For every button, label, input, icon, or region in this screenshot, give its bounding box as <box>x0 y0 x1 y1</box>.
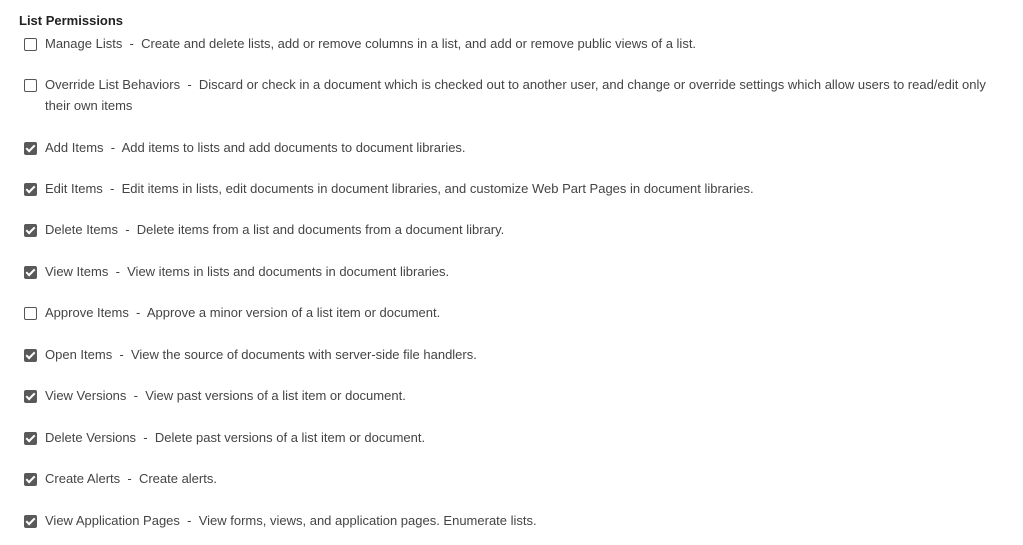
permission-row-view-application-pages <box>24 512 1009 531</box>
permission-row-manage-lists <box>24 35 1009 54</box>
permission-row-edit-items <box>24 180 1009 199</box>
checkbox-manage-lists[interactable] <box>24 38 37 51</box>
separator: - <box>103 140 122 155</box>
permission-name: View Versions <box>45 388 127 403</box>
checkbox-approve-items[interactable] <box>24 307 37 320</box>
checkbox-override-list-behaviors[interactable] <box>24 79 37 92</box>
separator: - <box>126 388 146 403</box>
permission-description: View past versions of a list item or document. <box>145 388 406 403</box>
checkbox-create-alerts[interactable] <box>24 473 37 486</box>
checkbox-edit-items[interactable] <box>24 183 37 196</box>
permission-name: Delete Versions <box>45 430 137 445</box>
permission-row-delete-items <box>24 221 1009 240</box>
permission-name: View Application Pages <box>45 513 180 528</box>
permission-name: Add Items <box>45 140 104 155</box>
permission-description: Edit items in lists, edit documents in document libraries, and customize Web Part Pages in document libraries. <box>121 181 754 196</box>
checkbox-open-items[interactable] <box>24 349 37 362</box>
permission-row-delete-versions <box>24 429 1009 448</box>
permission-description: Discard or check in a document which is checked out to another user, and change or override settings which allow users to read/edit only their own items <box>45 77 986 113</box>
permission-description: View forms, views, and application pages. Enumerate lists. <box>198 513 537 528</box>
permission-row-add-items <box>24 139 1009 158</box>
permission-name: View Items <box>45 264 109 279</box>
checkbox-view-versions[interactable] <box>24 390 37 403</box>
permission-name: Override List Behaviors <box>45 77 181 92</box>
permission-name: Open Items <box>45 347 113 362</box>
permission-row-open-items <box>24 346 1009 365</box>
permission-description: Create and delete lists, add or remove columns in a list, and add or remove public views of a list. <box>141 36 697 51</box>
separator: - <box>122 36 142 51</box>
permission-description: Delete past versions of a list item or document. <box>154 430 426 445</box>
permission-description: Delete items from a list and documents from a document library. <box>136 222 505 237</box>
permission-name: Manage Lists <box>45 36 123 51</box>
permission-description: Add items to lists and add documents to document libraries. <box>121 140 466 155</box>
separator: - <box>128 305 147 320</box>
section-title: List Permissions <box>19 13 124 28</box>
separator: - <box>112 347 131 362</box>
permission-row-view-versions <box>24 387 1009 406</box>
separator: - <box>180 77 199 92</box>
separator: - <box>120 471 139 486</box>
permission-row-view-items <box>24 263 1009 282</box>
separator: - <box>117 222 137 237</box>
permission-description: Approve a minor version of a list item or document. <box>146 305 441 320</box>
permission-row-create-alerts <box>24 470 1009 489</box>
permission-description: Create alerts. <box>138 471 217 486</box>
checkbox-view-application-pages[interactable] <box>24 515 37 528</box>
permission-name: Approve Items <box>45 305 129 320</box>
permission-description: View the source of documents with server-side file handlers. <box>130 347 477 362</box>
permission-name: Create Alerts <box>45 471 121 486</box>
separator: - <box>179 513 199 528</box>
checkbox-add-items[interactable] <box>24 142 37 155</box>
separator: - <box>102 181 122 196</box>
separator: - <box>108 264 128 279</box>
checkbox-delete-items[interactable] <box>24 224 37 237</box>
checkbox-delete-versions[interactable] <box>24 432 37 445</box>
permission-name: Delete Items <box>45 222 118 237</box>
permission-description: View items in lists and documents in document libraries. <box>127 264 450 279</box>
separator: - <box>136 430 155 445</box>
permission-row-override-list-behaviors <box>24 76 1009 116</box>
permission-name: Edit Items <box>45 181 103 196</box>
checkbox-view-items[interactable] <box>24 266 37 279</box>
permission-row-approve-items <box>24 304 1009 323</box>
